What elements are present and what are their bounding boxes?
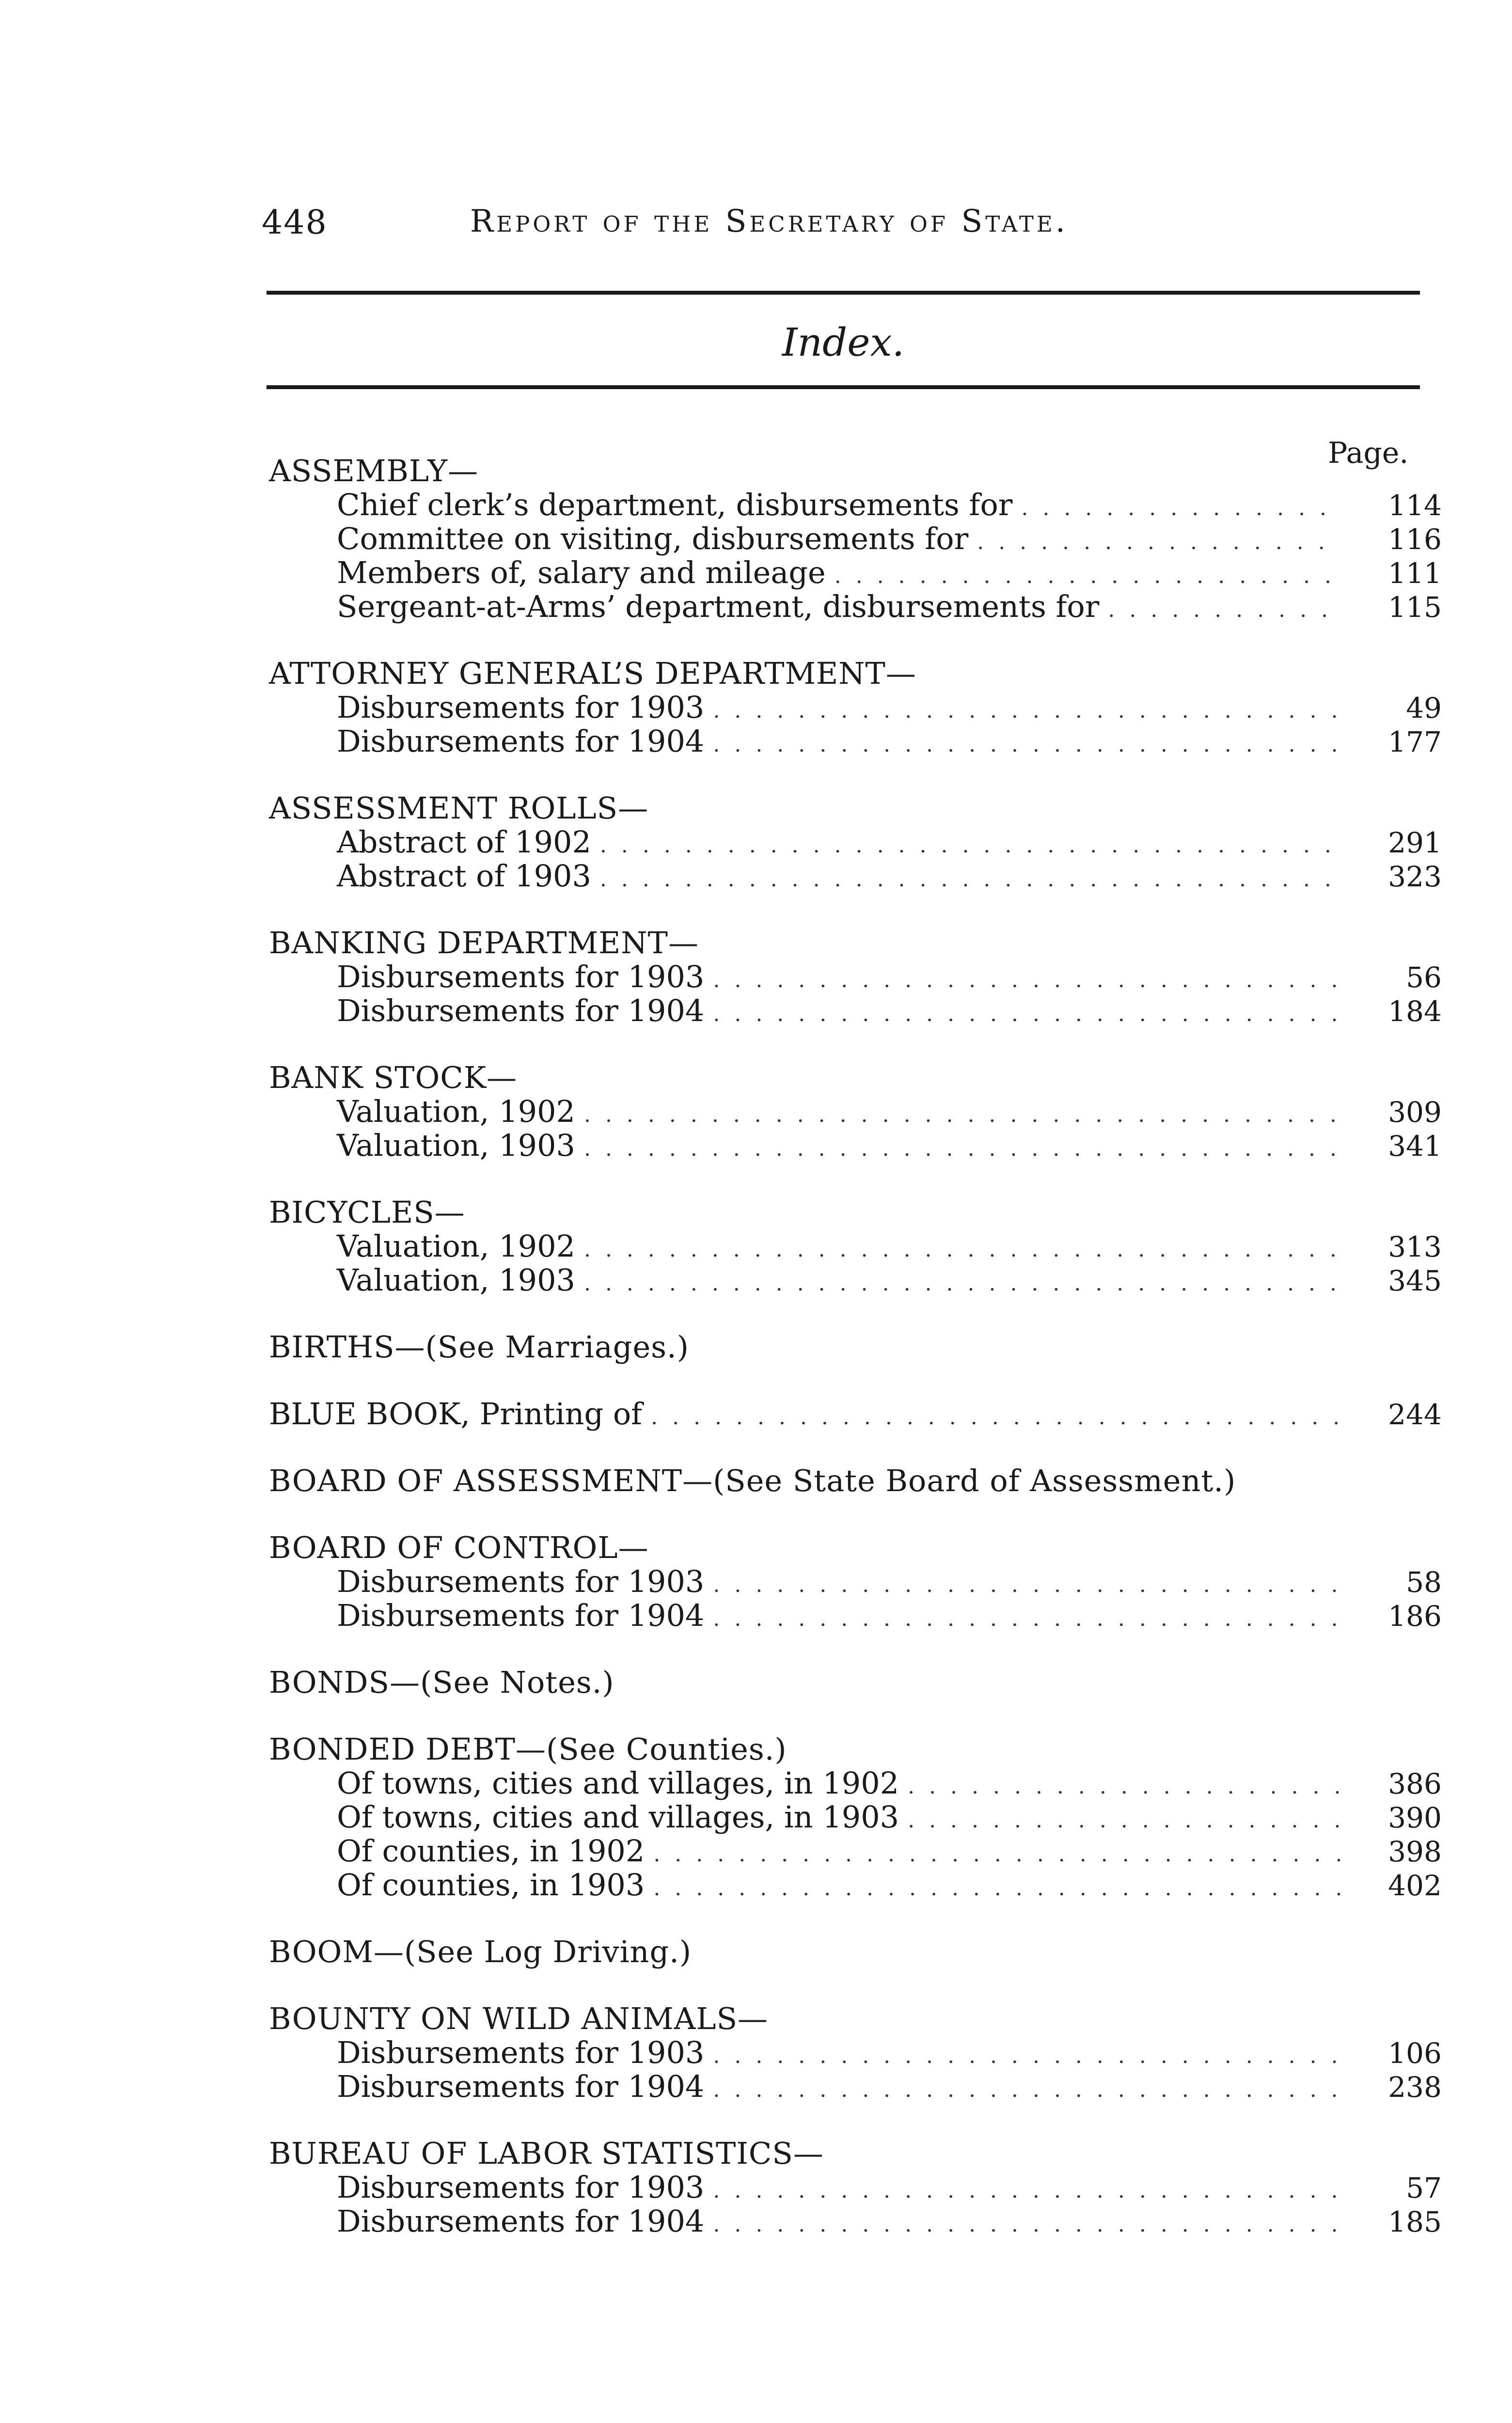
index-entry: [269, 1732, 1442, 1902]
index-page-number: 184: [1388, 995, 1442, 1028]
index-page-number: 390: [1388, 1801, 1442, 1834]
index-page-number: 56: [1406, 961, 1442, 994]
index-page-number: 115: [1388, 591, 1442, 624]
index-item: [269, 590, 1442, 624]
running-head: [262, 204, 1425, 262]
index-entry: [269, 1196, 1442, 1297]
dot-leader: [584, 1233, 1341, 1267]
index-page-number: 114: [1388, 489, 1442, 522]
index-heading: BOOM—(See Log Driving.): [269, 1934, 692, 1969]
index-heading: BIRTHS—(See Marriages.): [269, 1329, 689, 1365]
bottom-rule: [267, 385, 1420, 389]
index-item-label: Disbursements for 1903: [337, 2170, 705, 2205]
dot-leader: [1108, 593, 1341, 627]
index-item: [269, 488, 1442, 522]
index-page-number: 116: [1388, 523, 1442, 556]
dot-leader: [1021, 491, 1341, 525]
index-page-number: 402: [1388, 1869, 1442, 1902]
index-item: [269, 825, 1442, 859]
dot-leader: [713, 2039, 1341, 2073]
index-item: [269, 859, 1442, 893]
index-item-label: Of counties, in 1903: [337, 1867, 645, 1903]
index-item: [269, 724, 1442, 758]
index-heading: BOARD OF CONTROL—: [269, 1530, 649, 1565]
index-item: [269, 1599, 1442, 1633]
page-number: 448: [262, 204, 328, 242]
index-item-label: Abstract of 1902: [337, 824, 591, 860]
index-item: [269, 1263, 1442, 1297]
index-heading: BOARD OF ASSESSMENT—(See State Board of Assessment.): [269, 1463, 1236, 1498]
index-page-number: 185: [1388, 2205, 1442, 2238]
dot-leader: [600, 863, 1341, 897]
dot-leader: [713, 997, 1341, 1031]
section-title: Index.: [782, 320, 905, 365]
index-item: [269, 2070, 1442, 2104]
dot-leader: [653, 1872, 1341, 1905]
index-entry: [269, 1464, 1442, 1498]
index-page-number: 398: [1388, 1835, 1442, 1868]
dot-leader: [584, 1267, 1341, 1301]
index-heading: BONDED DEBT—(See Counties.): [269, 1731, 787, 1767]
index-entry: [269, 791, 1442, 893]
index-item: [269, 1129, 1442, 1163]
index-item: [269, 522, 1442, 556]
index-entry: [269, 657, 1442, 758]
dot-leader: [600, 829, 1341, 863]
index-page-number: 345: [1388, 1264, 1442, 1297]
dot-leader: [908, 1804, 1341, 1838]
dot-leader: [584, 1132, 1341, 1166]
index-item: [269, 1868, 1442, 1902]
page-column-label: Page.: [1328, 436, 1409, 470]
index-item: [269, 2171, 1442, 2204]
index-page-number: 106: [1388, 2037, 1442, 2070]
index-item: [269, 994, 1442, 1028]
index-heading: ASSEMBLY—: [269, 453, 479, 488]
index-item: [269, 1565, 1442, 1599]
index-page-number: 291: [1388, 826, 1442, 859]
index-item-label: Committee on visiting, disbursements for: [337, 521, 969, 556]
index-heading: BANKING DEPARTMENT—: [269, 925, 699, 960]
index-item: [269, 1397, 1442, 1431]
index-entry: [269, 1531, 1442, 1633]
index-item-label: Disbursements for 1904: [337, 2203, 705, 2239]
index-item-label: BLUE BOOK, Printing of: [269, 1396, 643, 1432]
index-entry: [269, 2137, 1442, 2238]
index-item: [269, 1095, 1442, 1129]
top-rule: [267, 291, 1420, 295]
index-item: [269, 2204, 1442, 2238]
index-item-label: Members of, salary and mileage: [337, 555, 826, 590]
index-item-label: Disbursements for 1903: [337, 1564, 705, 1599]
index-item: [269, 2036, 1442, 2070]
dot-leader: [653, 1838, 1341, 1872]
index-heading: ASSESSMENT ROLLS—: [269, 790, 649, 826]
index-page-number: 186: [1388, 1600, 1442, 1633]
index-item-label: Abstract of 1903: [337, 858, 591, 894]
dot-leader: [835, 559, 1341, 593]
index-entry: [269, 1061, 1442, 1163]
index-item: [269, 1229, 1442, 1263]
index-item-label: Disbursements for 1903: [337, 2035, 705, 2070]
running-title: Report of the Secretary of State.: [470, 204, 1069, 239]
index-entry: [269, 1935, 1442, 1969]
index-item-label: Valuation, 1903: [337, 1128, 575, 1163]
index-item-label: Disbursements for 1903: [337, 959, 705, 994]
index-item: [269, 960, 1442, 994]
dot-leader: [713, 2073, 1341, 2107]
index-item-label: Disbursements for 1903: [337, 690, 705, 725]
index-heading: ATTORNEY GENERAL’S DEPARTMENT—: [269, 656, 916, 691]
dot-leader: [713, 963, 1341, 997]
index-page-number: 323: [1388, 860, 1442, 893]
index-item-label: Disbursements for 1904: [337, 2069, 705, 2104]
dot-leader: [713, 2174, 1341, 2208]
dot-leader: [908, 1770, 1341, 1804]
index-page-number: 309: [1388, 1096, 1442, 1129]
index-page-number: 386: [1388, 1767, 1442, 1800]
index-entry: [269, 454, 1442, 624]
index-item: [269, 1834, 1442, 1868]
dot-leader: [713, 2208, 1341, 2242]
index-heading: BICYCLES—: [269, 1195, 465, 1230]
index-item: [269, 1766, 1442, 1800]
index-item-label: Disbursements for 1904: [337, 993, 705, 1028]
index-item-label: Disbursements for 1904: [337, 1598, 705, 1633]
index-heading: BANK STOCK—: [269, 1060, 518, 1095]
index-list: [269, 448, 1442, 2271]
index-item: [269, 556, 1442, 590]
dot-leader: [713, 728, 1341, 762]
index-page-number: 244: [1388, 1398, 1442, 1431]
index-item-label: Sergeant-at-Arms’ department, disbursements for: [337, 589, 1100, 624]
index-page-number: 111: [1388, 557, 1442, 590]
index-heading: BUREAU OF LABOR STATISTICS—: [269, 2136, 824, 2171]
dot-leader: [713, 1602, 1341, 1636]
dot-leader: [713, 1568, 1341, 1602]
index-entry: [269, 2002, 1442, 2104]
index-item-label: Disbursements for 1904: [337, 724, 705, 759]
index-item-label: Of counties, in 1902: [337, 1833, 645, 1869]
index-item: [269, 1800, 1442, 1834]
dot-leader: [651, 1400, 1341, 1434]
index-item: [269, 691, 1442, 724]
index-page-number: 177: [1388, 725, 1442, 758]
index-item-label: Chief clerk’s department, disbursements for: [337, 487, 1013, 522]
index-item-label: Valuation, 1903: [337, 1262, 575, 1298]
index-page-number: 49: [1406, 692, 1442, 724]
index-page-number: 58: [1406, 1566, 1442, 1599]
index-entry: [269, 1397, 1442, 1431]
index-item-label: Valuation, 1902: [337, 1228, 575, 1264]
index-page-number: 57: [1406, 2171, 1442, 2204]
index-heading: BOUNTY ON WILD ANIMALS—: [269, 2001, 769, 2036]
index-item-label: Valuation, 1902: [337, 1094, 575, 1129]
index-item-label: Of towns, cities and villages, in 1903: [337, 1799, 899, 1835]
index-item-label: Of towns, cities and villages, in 1902: [337, 1765, 899, 1801]
index-entry: [269, 1666, 1442, 1699]
index-page-number: 313: [1388, 1230, 1442, 1263]
dot-leader: [713, 694, 1341, 728]
index-heading: BONDS—(See Notes.): [269, 1665, 614, 1700]
index-page-number: 238: [1388, 2071, 1442, 2104]
index-page-number: 341: [1388, 1130, 1442, 1163]
dot-leader: [977, 525, 1341, 559]
index-entry: [269, 926, 1442, 1028]
index-entry: [269, 1330, 1442, 1364]
dot-leader: [584, 1098, 1341, 1132]
